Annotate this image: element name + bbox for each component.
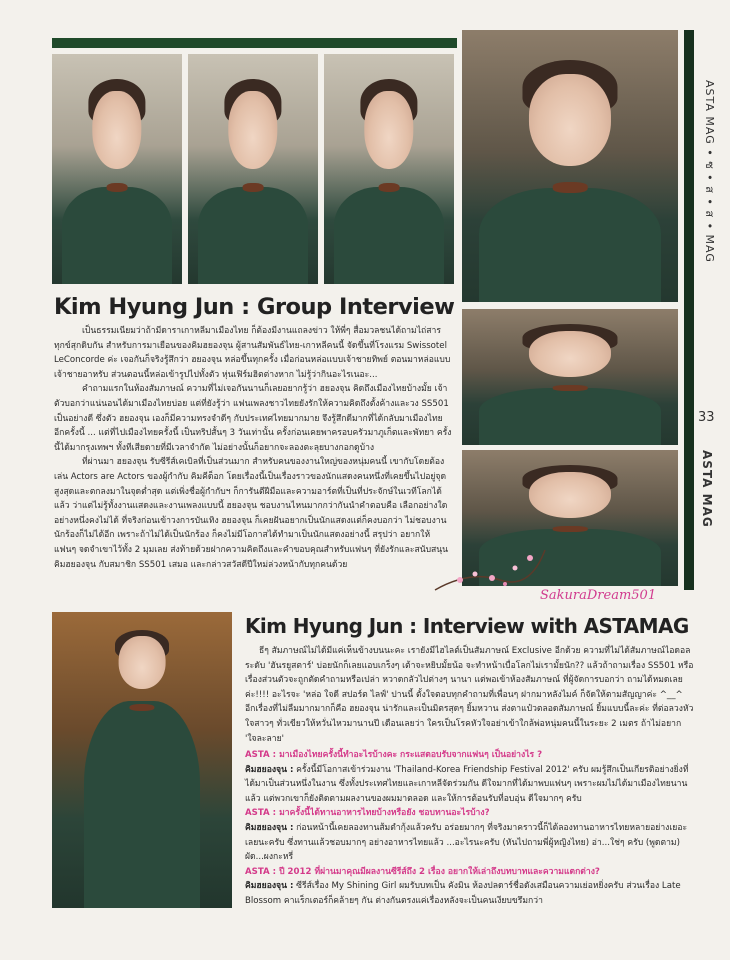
watermark: SakuraDream501 — [540, 588, 657, 603]
smiling-photo — [462, 309, 678, 445]
answer-1 — [245, 763, 695, 807]
group-paragraph-2: คำถามแรกในห้องสัมภาษณ์ ความที่ไม่เจอกันนานก็เลยอยากรู้ว่า ฮยองจุน คิดถึงเมืองไทยบ้างมั้ย เจ้าตัวบอกว่าแน่นอนได้มาเมืองไทยบ่อย แต่ที่ยังรู้ว่า แฟนเพลงชาวไทยยังรักให้ความคิดถึงตั้งค้างและวง SS501 เป็นอย่างดี ซึ่งตัว ฮยองจุน เองก็มีความทรงจำดีๆ กับประเทศไทยมากมาย จึงรู้สึกดีมากที่ได้กลับมาเมืองไทยอีกครั้งนี้ ... แต่ที่ไปเมืองไทยครั้งนี้ เป็นทริปสั้นๆ 3 วันเท่านั้น ครั้งก่อนเคยพาครอบครัวมาภูเก็ตและพัทยา ครั้งนี้ได้มากรุงเทพฯ ทั้งทีเสียดายที่มีเวลาจำกัด ไม่อย่างนั้นก็อยากจะลองตะลุยบางกอกดูบ้าง — [54, 384, 452, 453]
portrait-photo-1 — [52, 54, 182, 284]
astamag-interview-title: Kim Hyung Jun : Interview with ASTAMAG — [245, 614, 689, 638]
answer-3-text: ซีรีส์เรื่อง My Shining Girl ผมรับบทเป็น คังมิน ห้องปลดาร์ชื่อดังเสมือนความเย่อหยิ่งครับ ส่วนเรื่อง Late Blossom คาแร็กเตอร์ก็คล้ายๆ กัน ต่างกันตรงแค่เรื่องหลังจะเป็นคนเงียบขรึมกว่า — [245, 881, 681, 906]
answer-3-speaker: คิมฮยองจุน : — [245, 881, 294, 892]
group-interview-title: Kim Hyung Jun : Group Interview — [54, 294, 455, 320]
page-number: 33 — [698, 410, 715, 425]
group-paragraph-3: ที่ผ่านมา ฮยองจุน รับซีรีส์เคเบิลที่เป็นส่วนมาก สำหรับคนของงานใหญ่ของหนุ่มคนนี้ เขากับโดยต้องเล่น Actors are Actors ของผู้กำกับ คิมคีด็อก โดยเรื่องนี้เป็นเรื่องราวของนักแสดงคนหนึ่งที่เคยขึ้นไปอยู่จุดสูงสุดและตกลงมาในจุดต่ำสุด แต่เพิ่งชื่อผู้กำกับฯ ก็การันตีฝีมือและความอาร์ตที่เป็นที่ประจักษ์ในเวทีโลกได้แล้ว ว่าแต่ไม่รู้ทั้งงานแสดงและงานเพลงแบบนี้ ฮยองจุน ชอบงานไหนมากกว่ากันนำคำตอบคือ เลือกอย่างใดอย่างหนึ่งคงไม่ได้ ที่จริงก่อนเข้าวงการบันเทิง ฮยองจุน ก็เคยฝันอยากเป็นนักแสดงแต่ก็คงบอกว่า ไม่ชอบงานนักร้องก็ไม่ได้อีก เพราะถ้าไม่ได้เป็นนักร้อง ก็คงไม่มีโอกาสได้ทำมาเป็นนักแสดงอย่างนี้ สรุปว่า อยากให้แฟนๆ จดจำเขาไว้ทั้ง 2 มุมเลย ส่งท้ายด้วยฝากความคิดถึงและคำขอบคุณสำหรับแฟนๆ ที่ยังรักและสนับสนุน คิมฮยองจุน กับสมาชิก SS501 เสมอ และกล่าวสวัสดีปีใหม่ล่วงหน้ากับทุกคนด้วย — [54, 457, 449, 570]
answer-1-text: ครั้งนี้มีโอกาสเข้าร่วมงาน 'Thailand-Korea Friendship Festival 2012' ครับ ผมรู้สึกเป็นเกียรติอย่างยิ่งที่ได้มาเป็นส่วนหนึ่งในงาน ซึ่งทั้งประเทศไทยและเกาหลีจัดร่วมกัน ดีใจมากที่ได้มาพบแฟนๆ เพราะผมไม่ได้มาเมืองไทยนานแล้ว แต่พวกเขาก็ยังติดตามผลงานของผมมาตลอด และให้การต้อนรับที่อบอุ่น ดีใจมากๆ ครับ — [245, 764, 689, 804]
portrait-photo-2 — [188, 54, 318, 284]
group-interview-body — [54, 324, 452, 572]
qa-block — [245, 748, 695, 909]
standing-portrait-photo — [52, 612, 232, 908]
magazine-side-label: ASTA MAG • ซ • ส • ส • MAG — [703, 80, 716, 263]
cherry-blossom-decoration — [430, 540, 550, 600]
waving-photo — [462, 30, 678, 302]
header-rule — [52, 38, 457, 48]
question-3: ASTA : ปี 2012 ที่ผ่านมาคุณมีผลงานซีรีส์ถึง 2 เรื่อง อยากให้เล่าถึงบทบาทและความแตกต่าง? — [245, 866, 600, 877]
answer-2-text: ก่อนหน้านี้เคยลองทานส้มตำกุ้งแล้วครับ อร่อยมากๆ ที่จริงมาคราวนี้ก็ได้ลองทานอาหารไทยหลายอย่างเยอะเลยนะครับ ซึ่งทานแล้วชอบมากๆ อย่างอาหารไทยแล้ว ...อะไรนะครับ (หันไปถามพี่ผู้หญิงไทย) อ่า...ใช่ๆ ครับ (พูดตาม) ผัด...ผงกะหรี่ — [245, 822, 688, 863]
answer-3 — [245, 879, 695, 908]
portrait-photo-3 — [324, 54, 454, 284]
answer-2-speaker: คิมฮยองจุน : — [245, 822, 294, 833]
answer-2 — [245, 821, 695, 865]
magazine-logo-vertical: ASTA MAG — [700, 450, 714, 528]
astamag-intro: ธีๆ สัมภาษณ์ไม่ได้มีแค่เห็นข้างบนนะคะ เรายังมีไฮไลต์เป็นสัมภาษณ์ Exclusive อีกด้วย ความที่ไม่ได้สัมภาษณ์ไอดอลระดับ 'ฮันรยูสตาร์' บ่อยนักก็เลยแอบเกร็งๆ เต้าจะหยิบมั้ยน้อ จะทำหน้าเบื่อโลกไม่เรามั้ยนัก?? แล้วถ้าถามเรื่อง SS501 หรือเรื่องส่วนตัวจะถูกตัดคำถามหรือเปล่า หวาดกลัวไปต่างๆ นานา แต่พอเข้าห้องสัมภาษณ์ ที่ผู้จัดการบอกว่า ถามได้หมดเลยค่ะ!!!! อะไรจะ 'หล่อ ใจดี สปอร์ต ไลฟ์' ปานนี้ ตั้งใจตอบทุกคำถามที่เพื่อนๆ ฝากมาหลังไมค์ ก็จัดให้ตามสัญญาค่ะ ^__^ อีกเรื่องที่ไม่ลืมมากมากก็คือ ฮยองจุน น่ารักและเป็นมิตรสุดๆ ยิ้มหวาน ส่งตาแป๋วตลอดสัมภาษณ์ ยิ้มแบบนี้ละค่ะ ที่ต่อลวงหัวใจสาวๆ ทั่วเขียวให้หวั่นไหวมานานปี เดือนเลยว่า ใครเป็นโรคหัวใจอย่าเข้าใกล้พ่อหนุ่มคนนี้ในระยะ 2 เมตร ถ้าไม่อยาก 'ใจละลาย' — [245, 646, 694, 744]
group-paragraph-1: เป็นธรรมเนียมว่าถ้ามีดาราเกาหลีมาเมืองไทย ก็ต้องมีงานแถลงข่าว ให้พี่ๆ สื่อมวลชนได้ถามไถ่สารทุกข์สุกดิบกัน สำหรับการมาเยือนของคิมฮยองจุน ผู้สานสัมพันธ์ไทย-เกาหลีคนนี้ จัดขึ้นที่โรงแรม Swissotel LeConcorde ค่ะ เจอกันก็จริงรู้สึกว่า ฮยองจุน หล่อขึ้นทุกครั้ง เมื่อก่อนหล่อแบบเจ้าชายทิพย์ ตอนมาหล่อแบบเจ้าชายอาหรับ ส่วนตอนนี้หล่อเข้ารูปไปทั้งตัว หุ่นเฟิร์มฮิตต่างหาก ไม่รู้ว่ากินอะไรเนอะ... — [54, 326, 451, 380]
answer-1-speaker: คิมฮยองจุน : — [245, 764, 294, 775]
side-stripe — [684, 30, 694, 590]
question-2: ASTA : มาครั้งนี้ได้ทานอาหารไทยบ้างหรือยัง ชอบทานอะไรบ้าง? — [245, 808, 490, 819]
question-1: ASTA : มาเมืองไทยครั้งนี้ทำอะไรบ้างคะ กระแสตอบรับจากแฟนๆ เป็นอย่างไร ? — [245, 750, 543, 760]
